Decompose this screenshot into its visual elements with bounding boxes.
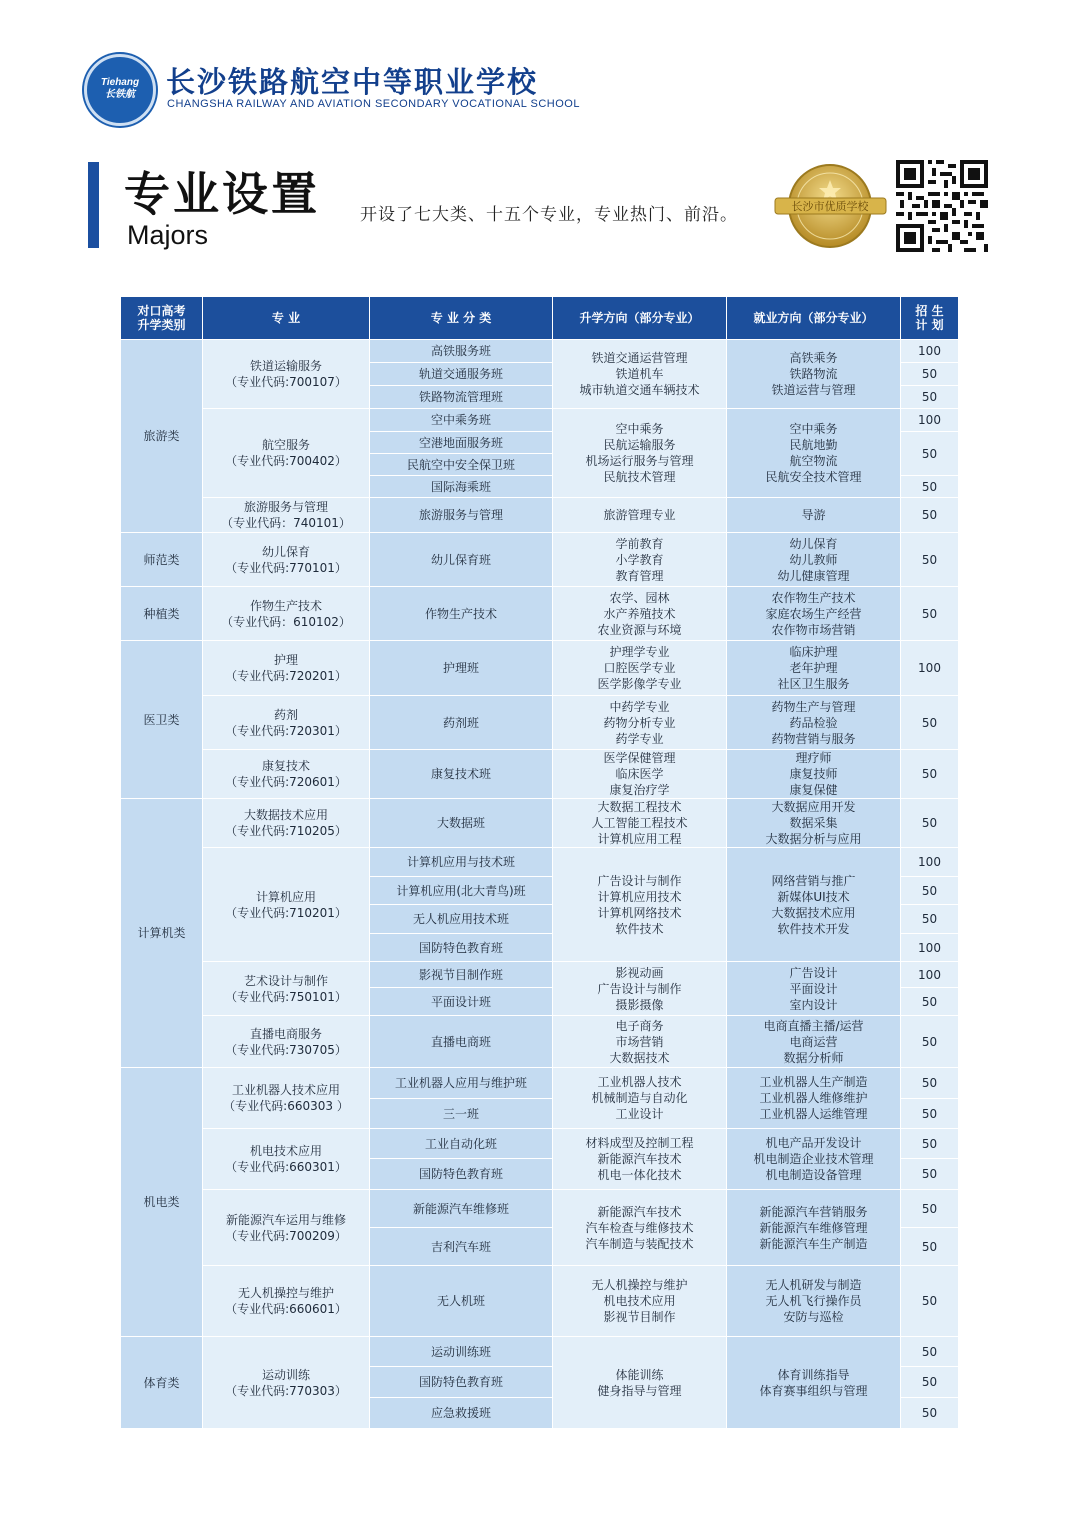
further-study-cell: 铁道交通运营管理 铁道机车 城市轨道交通车辆技术 (553, 340, 727, 409)
further-study-cell: 新能源汽车技术 汽车检查与维修技术 汽车制造与装配技术 (553, 1190, 727, 1266)
further-study-cell: 无人机操控与维护 机电技术应用 影视节目制作 (553, 1266, 727, 1337)
employment-cell: 幼儿保育 幼儿教师 幼儿健康管理 (727, 533, 901, 587)
class-cell: 空港地面服务班 (370, 432, 553, 454)
table-row (121, 848, 959, 877)
employment-cell: 广告设计 平面设计 室内设计 (727, 962, 901, 1016)
class-cell: 康复技术班 (370, 750, 553, 799)
enrollment-cell: 50 (901, 1190, 959, 1228)
enrollment-cell: 50 (901, 1367, 959, 1398)
table-row (121, 1016, 959, 1068)
table-row (121, 1266, 959, 1337)
enrollment-cell: 50 (901, 696, 959, 750)
category-cell: 体育类 (121, 1337, 203, 1429)
school-name-en: CHANGSHA RAILWAY AND AVIATION SECONDARY VOCATIONAL SCHOOL (167, 98, 580, 110)
enrollment-cell: 100 (901, 962, 959, 988)
table-row (121, 498, 959, 533)
major-cell: 无人机操控与维护 （专业代码:660601） (203, 1266, 370, 1337)
table-row (121, 1068, 959, 1099)
further-study-cell: 体能训练 健身指导与管理 (553, 1337, 727, 1429)
major-cell: 直播电商服务 （专业代码:730705） (203, 1016, 370, 1068)
enrollment-cell: 50 (901, 1398, 959, 1429)
further-study-cell: 农学、园林 水产养殖技术 农业资源与环境 (553, 587, 727, 641)
employment-cell: 农作物生产技术 家庭农场生产经营 农作物市场营销 (727, 587, 901, 641)
table-row (121, 587, 959, 641)
major-cell: 旅游服务与管理 （专业代码：740101） (203, 498, 370, 533)
logo-text: Tiehang 长铁航 (100, 77, 140, 100)
class-cell: 运动训练班 (370, 1337, 553, 1367)
class-cell: 幼儿保育班 (370, 533, 553, 587)
class-cell: 吉利汽车班 (370, 1228, 553, 1266)
employment-cell: 大数据应用开发 数据采集 大数据分析与应用 (727, 799, 901, 848)
further-study-cell: 材料成型及控制工程 新能源汽车技术 机电一体化技术 (553, 1129, 727, 1190)
table-row (121, 409, 959, 432)
col-header-class: 专 业 分 类 (370, 297, 553, 340)
enrollment-cell: 50 (901, 1228, 959, 1266)
seal-text: 长沙市优质学校 (791, 200, 869, 213)
enrollment-cell: 100 (901, 848, 959, 877)
class-cell: 民航空中安全保卫班 (370, 454, 553, 476)
major-cell: 机电技术应用 （专业代码:660301） (203, 1129, 370, 1190)
class-cell: 铁路物流管理班 (370, 386, 553, 409)
category-cell: 师范类 (121, 533, 203, 587)
col-header-major: 专 业 (203, 297, 370, 340)
enrollment-cell: 50 (901, 1016, 959, 1068)
class-cell: 无人机班 (370, 1266, 553, 1337)
enrollment-cell: 100 (901, 340, 959, 363)
table-row (121, 1337, 959, 1367)
major-cell: 药剂 （专业代码:720301） (203, 696, 370, 750)
major-cell: 运动训练 （专业代码:770303） (203, 1337, 370, 1429)
category-cell: 机电类 (121, 1068, 203, 1337)
employment-cell: 临床护理 老年护理 社区卫生服务 (727, 641, 901, 696)
further-study-cell: 工业机器人技术 机械制造与自动化 工业设计 (553, 1068, 727, 1129)
enrollment-cell: 50 (901, 432, 959, 476)
class-cell: 国防特色教育班 (370, 1159, 553, 1190)
enrollment-cell: 50 (901, 1068, 959, 1099)
enrollment-cell: 100 (901, 641, 959, 696)
major-cell: 工业机器人技术应用 （专业代码:660303 ） (203, 1068, 370, 1129)
further-study-cell: 中药学专业 药物分析专业 药学专业 (553, 696, 727, 750)
employment-cell: 空中乘务 民航地勤 航空物流 民航安全技术管理 (727, 409, 901, 498)
class-cell: 影视节目制作班 (370, 962, 553, 988)
col-header-employment: 就业方向（部分专业） (727, 297, 901, 340)
class-cell: 计算机应用与技术班 (370, 848, 553, 877)
further-study-cell: 旅游管理专业 (553, 498, 727, 533)
class-cell: 轨道交通服务班 (370, 363, 553, 386)
enrollment-cell: 50 (901, 498, 959, 533)
major-cell: 新能源汽车运用与维修 （专业代码:700209） (203, 1190, 370, 1266)
major-cell: 计算机应用 （专业代码:710201） (203, 848, 370, 962)
further-study-cell: 护理学专业 口腔医学专业 医学影像学专业 (553, 641, 727, 696)
class-cell: 工业机器人应用与维护班 (370, 1068, 553, 1099)
class-cell: 直播电商班 (370, 1016, 553, 1068)
employment-cell: 体育训练指导 体育赛事组织与管理 (727, 1337, 901, 1429)
employment-cell: 新能源汽车营销服务 新能源汽车维修管理 新能源汽车生产制造 (727, 1190, 901, 1266)
class-cell: 大数据班 (370, 799, 553, 848)
enrollment-cell: 50 (901, 1337, 959, 1367)
class-cell: 作物生产技术 (370, 587, 553, 641)
employment-cell: 网络营销与推广 新媒体UI技术 大数据技术应用 软件技术开发 (727, 848, 901, 962)
slogan: 开设了七大类、十五个专业，专业热门、前沿。 (360, 205, 738, 225)
employment-cell: 工业机器人生产制造 工业机器人维修维护 工业机器人运维管理 (727, 1068, 901, 1129)
page-title: 专业设置 (124, 167, 320, 221)
class-cell: 旅游服务与管理 (370, 498, 553, 533)
enrollment-cell: 50 (901, 363, 959, 386)
page-subtitle: Majors (127, 220, 209, 250)
further-study-cell: 广告设计与制作 计算机应用技术 计算机网络技术 软件技术 (553, 848, 727, 962)
enrollment-cell: 50 (901, 799, 959, 848)
enrollment-cell: 50 (901, 1099, 959, 1129)
class-cell: 高铁服务班 (370, 340, 553, 363)
further-study-cell: 医学保健管理 临床医学 康复治疗学 (553, 750, 727, 799)
title-accent-bar (88, 162, 99, 248)
table-row (121, 533, 959, 587)
enrollment-cell: 50 (901, 905, 959, 934)
class-cell: 计算机应用(北大青鸟)班 (370, 877, 553, 905)
further-study-cell: 大数据工程技术 人工智能工程技术 计算机应用工程 (553, 799, 727, 848)
table-header-row (121, 297, 959, 340)
major-cell: 康复技术 （专业代码:720601） (203, 750, 370, 799)
employment-cell: 无人机研发与制造 无人机飞行操作员 安防与巡检 (727, 1266, 901, 1337)
table-row (121, 641, 959, 696)
table-row (121, 1190, 959, 1228)
class-cell: 护理班 (370, 641, 553, 696)
table-row (121, 696, 959, 750)
class-cell: 空中乘务班 (370, 409, 553, 432)
enrollment-cell: 100 (901, 409, 959, 432)
major-cell: 幼儿保育 （专业代码:770101） (203, 533, 370, 587)
school-name-cn: 长沙铁路航空中等职业学校 (166, 65, 539, 99)
major-cell: 作物生产技术 （专业代码：610102） (203, 587, 370, 641)
class-cell: 无人机应用技术班 (370, 905, 553, 934)
major-cell: 航空服务 （专业代码:700402） (203, 409, 370, 498)
class-cell: 国防特色教育班 (370, 934, 553, 962)
major-cell: 护理 （专业代码:720201） (203, 641, 370, 696)
table-row (121, 340, 959, 363)
col-header-enrollment: 招 生 计 划 (901, 297, 959, 340)
enrollment-cell: 50 (901, 386, 959, 409)
major-cell: 大数据技术应用 （专业代码:710205） (203, 799, 370, 848)
class-cell: 平面设计班 (370, 988, 553, 1016)
class-cell: 工业自动化班 (370, 1129, 553, 1159)
school-logo (84, 54, 156, 126)
table-row (121, 750, 959, 799)
enrollment-cell: 50 (901, 1159, 959, 1190)
further-study-cell: 电子商务 市场营销 大数据技术 (553, 1016, 727, 1068)
category-cell: 医卫类 (121, 641, 203, 799)
further-study-cell: 影视动画 广告设计与制作 摄影摄像 (553, 962, 727, 1016)
enrollment-cell: 50 (901, 587, 959, 641)
class-cell: 应急救援班 (370, 1398, 553, 1429)
employment-cell: 机电产品开发设计 机电制造企业技术管理 机电制造设备管理 (727, 1129, 901, 1190)
class-cell: 新能源汽车维修班 (370, 1190, 553, 1228)
table-row (121, 962, 959, 988)
major-cell: 艺术设计与制作 （专业代码:750101） (203, 962, 370, 1016)
col-header-category: 对口高考 升学类别 (121, 297, 203, 340)
class-cell: 国防特色教育班 (370, 1367, 553, 1398)
employment-cell: 理疗师 康复技师 康复保健 (727, 750, 901, 799)
category-cell: 种植类 (121, 587, 203, 641)
major-cell: 铁道运输服务 （专业代码:700107） (203, 340, 370, 409)
category-cell: 旅游类 (121, 340, 203, 533)
enrollment-cell: 100 (901, 934, 959, 962)
table-row (121, 799, 959, 848)
category-cell: 计算机类 (121, 799, 203, 1068)
enrollment-cell: 50 (901, 533, 959, 587)
class-cell: 药剂班 (370, 696, 553, 750)
employment-cell: 电商直播主播/运营 电商运营 数据分析师 (727, 1016, 901, 1068)
table-row (121, 1129, 959, 1159)
further-study-cell: 学前教育 小学教育 教育管理 (553, 533, 727, 587)
class-cell: 三一班 (370, 1099, 553, 1129)
employment-cell: 导游 (727, 498, 901, 533)
quality-school-seal (773, 163, 888, 249)
qr-code[interactable] (896, 160, 988, 252)
col-header-further-study: 升学方向（部分专业） (553, 297, 727, 340)
class-cell: 国际海乘班 (370, 476, 553, 498)
further-study-cell: 空中乘务 民航运输服务 机场运行服务与管理 民航技术管理 (553, 409, 727, 498)
enrollment-cell: 50 (901, 1129, 959, 1159)
enrollment-cell: 50 (901, 988, 959, 1016)
enrollment-cell: 50 (901, 476, 959, 498)
majors-table (120, 296, 959, 1429)
employment-cell: 药物生产与管理 药品检验 药物营销与服务 (727, 696, 901, 750)
enrollment-cell: 50 (901, 750, 959, 799)
enrollment-cell: 50 (901, 1266, 959, 1337)
enrollment-cell: 50 (901, 877, 959, 905)
employment-cell: 高铁乘务 铁路物流 铁道运营与管理 (727, 340, 901, 409)
